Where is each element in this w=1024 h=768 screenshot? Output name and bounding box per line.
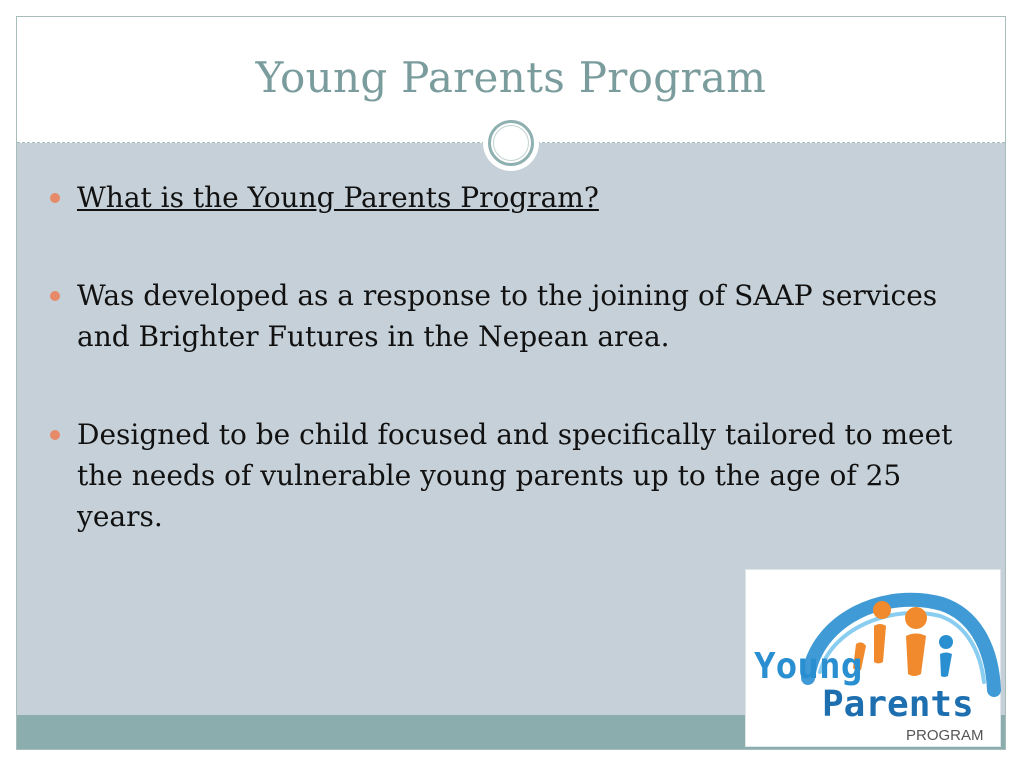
logo-graphic [746,570,1002,748]
bullet-dot-icon [50,291,60,301]
logo-word-young: Young [754,646,863,687]
logo-word-program: PROGRAM [906,727,984,744]
bullet-list [47,177,977,594]
bullet-item-1 [47,177,977,218]
slide-title: Young Parents Program [255,53,767,102]
bullet-dot-icon [50,193,60,203]
bullet-text: What is the Young Parents Program? [77,181,599,214]
slide [16,16,1006,750]
bullet-text: Designed to be child focused and specifically tailored to meet the needs of vulnerable young parents up to the age of 25 years. [77,418,953,533]
divider-ornament-inner-ring [493,125,529,161]
bullet-text: Was developed as a response to the joining of SAAP services and Brighter Futures in the Nepean area. [77,279,938,353]
bullet-dot-icon [50,430,60,440]
young-parents-logo [745,569,1001,747]
bullet-item-2 [47,275,977,357]
bullet-item-3 [47,414,977,537]
logo-word-parents: Parents [822,684,974,725]
